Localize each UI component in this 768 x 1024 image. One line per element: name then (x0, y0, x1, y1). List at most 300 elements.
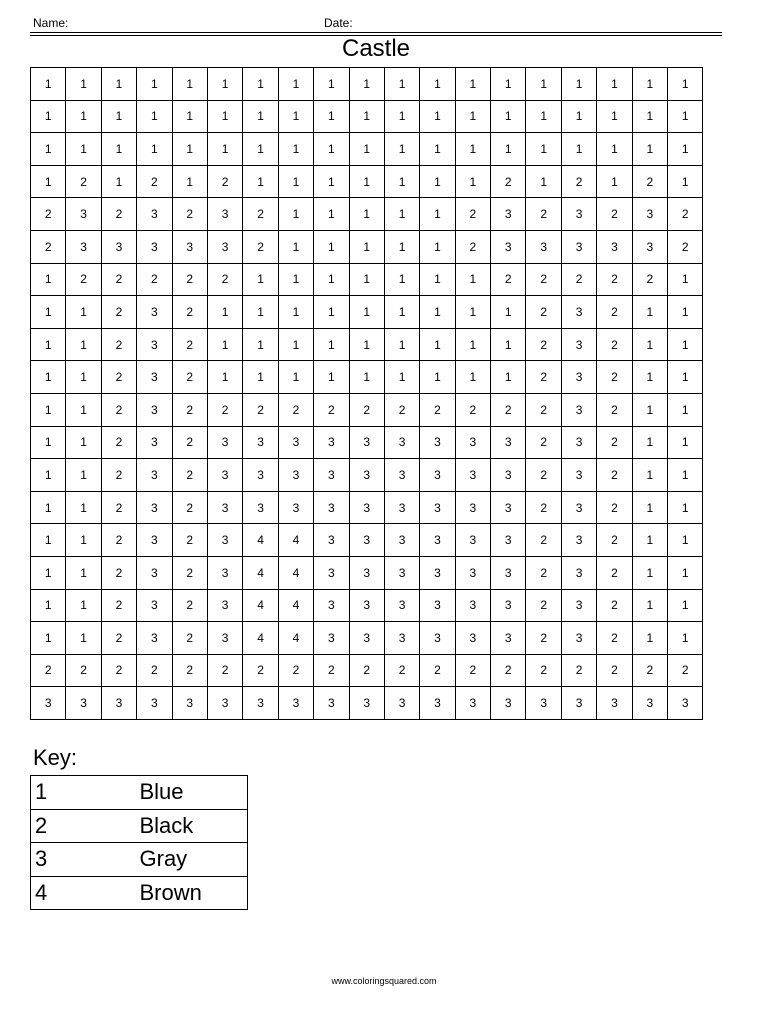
grid-cell: 4 (278, 589, 313, 622)
grid-cell: 3 (137, 589, 172, 622)
grid-row (31, 426, 703, 459)
grid-cell: 3 (314, 687, 349, 720)
grid-cell: 1 (137, 133, 172, 166)
grid-cell: 2 (491, 654, 526, 687)
grid-cell: 2 (597, 524, 632, 557)
grid-cell: 1 (207, 133, 242, 166)
grid-cell: 1 (668, 68, 703, 101)
grid-cell: 2 (561, 165, 596, 198)
grid-cell: 2 (597, 361, 632, 394)
grid-cell: 1 (349, 165, 384, 198)
grid-cell: 3 (491, 198, 526, 231)
grid-cell: 1 (31, 328, 66, 361)
grid-cell: 1 (420, 230, 455, 263)
grid-cell: 1 (314, 230, 349, 263)
grid-row (31, 654, 703, 687)
grid-cell: 2 (455, 230, 490, 263)
grid-cell: 3 (561, 589, 596, 622)
grid-cell: 2 (101, 393, 136, 426)
key-color: Black (140, 809, 248, 843)
key-row (31, 843, 248, 877)
grid-cell: 3 (561, 491, 596, 524)
grid-cell: 1 (632, 459, 667, 492)
grid-cell: 2 (526, 654, 561, 687)
key-number: 3 (31, 843, 140, 877)
grid-cell: 1 (455, 263, 490, 296)
grid-cell: 2 (561, 263, 596, 296)
grid-cell: 3 (455, 556, 490, 589)
grid-row (31, 328, 703, 361)
grid-cell: 2 (31, 654, 66, 687)
grid-cell: 1 (278, 296, 313, 329)
grid-cell: 1 (384, 296, 419, 329)
grid-row (31, 263, 703, 296)
grid-cell: 2 (101, 263, 136, 296)
grid-cell: 1 (455, 68, 490, 101)
grid-cell: 2 (597, 296, 632, 329)
grid-cell: 1 (278, 230, 313, 263)
grid-cell: 1 (420, 263, 455, 296)
grid-cell: 3 (349, 687, 384, 720)
grid-cell: 3 (137, 230, 172, 263)
grid-cell: 3 (207, 459, 242, 492)
grid-cell: 1 (66, 589, 101, 622)
grid-cell: 3 (561, 328, 596, 361)
grid-row (31, 68, 703, 101)
grid-cell: 3 (66, 687, 101, 720)
grid-cell: 1 (314, 198, 349, 231)
grid-cell: 3 (349, 556, 384, 589)
grid-cell: 1 (349, 328, 384, 361)
grid-cell: 1 (384, 133, 419, 166)
footer-url: www.coloringsquared.com (331, 976, 437, 986)
grid-cell: 3 (137, 459, 172, 492)
grid-cell: 1 (491, 100, 526, 133)
grid-cell: 3 (420, 491, 455, 524)
grid-cell: 3 (561, 426, 596, 459)
grid-cell: 1 (31, 459, 66, 492)
grid-cell: 2 (526, 622, 561, 655)
grid-cell: 1 (384, 328, 419, 361)
grid-cell: 1 (207, 68, 242, 101)
grid-cell: 2 (172, 556, 207, 589)
grid-cell: 1 (66, 133, 101, 166)
grid-cell: 2 (597, 328, 632, 361)
grid-cell: 1 (349, 230, 384, 263)
grid-cell: 1 (31, 68, 66, 101)
grid-cell: 3 (632, 230, 667, 263)
grid-cell: 1 (632, 100, 667, 133)
grid-cell: 3 (137, 491, 172, 524)
grid-cell: 4 (278, 622, 313, 655)
grid-cell: 3 (278, 426, 313, 459)
grid-cell: 1 (384, 230, 419, 263)
grid-cell: 3 (420, 556, 455, 589)
grid-cell: 3 (243, 687, 278, 720)
grid-cell: 1 (384, 100, 419, 133)
grid-cell: 1 (384, 165, 419, 198)
grid-cell: 1 (31, 491, 66, 524)
grid-cell: 3 (455, 622, 490, 655)
grid-cell: 2 (526, 263, 561, 296)
grid-cell: 2 (278, 393, 313, 426)
grid-cell: 1 (455, 361, 490, 394)
key-row (31, 809, 248, 843)
grid-cell: 2 (278, 654, 313, 687)
grid-cell: 1 (207, 328, 242, 361)
grid-cell: 2 (172, 296, 207, 329)
grid-cell: 2 (207, 393, 242, 426)
grid-cell: 3 (561, 622, 596, 655)
grid-cell: 3 (455, 491, 490, 524)
grid-cell: 2 (597, 459, 632, 492)
grid-cell: 2 (172, 459, 207, 492)
grid-cell: 1 (526, 100, 561, 133)
grid-cell: 1 (278, 198, 313, 231)
grid-cell: 3 (137, 622, 172, 655)
grid-cell: 3 (207, 556, 242, 589)
worksheet-header (30, 14, 722, 32)
grid-cell: 4 (278, 556, 313, 589)
grid-cell: 3 (384, 622, 419, 655)
grid-cell: 2 (101, 654, 136, 687)
key-color: Blue (140, 776, 248, 810)
grid-cell: 1 (66, 524, 101, 557)
grid-cell: 2 (349, 654, 384, 687)
grid-cell: 1 (243, 296, 278, 329)
grid-cell: 1 (66, 556, 101, 589)
grid-cell: 3 (455, 459, 490, 492)
grid-cell: 2 (314, 654, 349, 687)
grid-cell: 3 (491, 589, 526, 622)
grid-cell: 1 (455, 100, 490, 133)
grid-cell: 2 (101, 622, 136, 655)
grid-cell: 1 (314, 328, 349, 361)
grid-cell: 1 (632, 491, 667, 524)
grid-cell: 1 (455, 133, 490, 166)
grid-cell: 3 (314, 589, 349, 622)
grid-row (31, 524, 703, 557)
grid-cell: 3 (491, 556, 526, 589)
grid-cell: 3 (314, 459, 349, 492)
grid-cell: 1 (349, 68, 384, 101)
grid-row (31, 361, 703, 394)
grid-cell: 3 (420, 426, 455, 459)
grid-cell: 1 (349, 361, 384, 394)
grid-cell: 3 (137, 328, 172, 361)
grid-cell: 3 (137, 296, 172, 329)
grid-cell: 1 (349, 296, 384, 329)
grid-cell: 2 (597, 198, 632, 231)
grid-cell: 3 (314, 622, 349, 655)
grid-cell: 1 (66, 328, 101, 361)
grid-cell: 2 (101, 328, 136, 361)
grid-cell: 3 (420, 524, 455, 557)
grid-cell: 2 (172, 589, 207, 622)
grid-row (31, 296, 703, 329)
grid-cell: 3 (137, 426, 172, 459)
grid-cell: 1 (243, 133, 278, 166)
grid-cell: 2 (101, 198, 136, 231)
grid-cell: 2 (597, 263, 632, 296)
grid-cell: 3 (207, 524, 242, 557)
grid-row (31, 100, 703, 133)
grid-cell: 2 (526, 296, 561, 329)
grid-cell: 3 (561, 524, 596, 557)
grid-cell: 3 (101, 687, 136, 720)
grid-cell: 1 (278, 165, 313, 198)
grid-cell: 2 (349, 393, 384, 426)
grid-cell: 3 (420, 687, 455, 720)
grid-cell: 2 (668, 654, 703, 687)
grid-cell: 3 (172, 230, 207, 263)
grid-cell: 2 (101, 296, 136, 329)
grid-cell: 2 (243, 198, 278, 231)
number-grid (30, 67, 703, 720)
grid-cell: 1 (597, 68, 632, 101)
grid-cell: 3 (278, 459, 313, 492)
grid-cell: 3 (243, 491, 278, 524)
grid-cell: 3 (526, 230, 561, 263)
grid-cell: 3 (101, 230, 136, 263)
grid-cell: 1 (31, 263, 66, 296)
grid-cell: 1 (420, 68, 455, 101)
grid-cell: 2 (491, 165, 526, 198)
grid-cell: 3 (420, 589, 455, 622)
grid-cell: 1 (31, 361, 66, 394)
grid-cell: 2 (526, 459, 561, 492)
grid-cell: 2 (526, 328, 561, 361)
grid-cell: 1 (172, 68, 207, 101)
grid-cell: 2 (101, 524, 136, 557)
grid-cell: 3 (243, 459, 278, 492)
grid-cell: 1 (668, 133, 703, 166)
grid-row (31, 491, 703, 524)
grid-cell: 2 (455, 654, 490, 687)
grid-cell: 3 (526, 687, 561, 720)
grid-cell: 2 (632, 263, 667, 296)
grid-cell: 2 (172, 524, 207, 557)
grid-cell: 1 (349, 198, 384, 231)
grid-cell: 3 (349, 524, 384, 557)
grid-cell: 1 (278, 100, 313, 133)
grid-cell: 1 (31, 296, 66, 329)
grid-cell: 1 (243, 328, 278, 361)
grid-cell: 2 (597, 426, 632, 459)
grid-cell: 2 (597, 491, 632, 524)
key-label: Key: (33, 745, 78, 770)
grid-cell: 2 (526, 556, 561, 589)
grid-cell: 2 (597, 622, 632, 655)
grid-cell: 3 (384, 524, 419, 557)
grid-row (31, 230, 703, 263)
grid-cell: 1 (278, 133, 313, 166)
grid-cell: 1 (31, 622, 66, 655)
grid-cell: 2 (420, 654, 455, 687)
grid-cell: 1 (207, 296, 242, 329)
grid-cell: 3 (384, 687, 419, 720)
grid-cell: 1 (597, 165, 632, 198)
grid-row (31, 165, 703, 198)
grid-cell: 2 (668, 198, 703, 231)
grid-cell: 4 (243, 524, 278, 557)
grid-cell: 2 (526, 198, 561, 231)
grid-cell: 1 (66, 393, 101, 426)
grid-cell: 3 (455, 524, 490, 557)
grid-cell: 1 (632, 589, 667, 622)
grid-cell: 3 (561, 687, 596, 720)
grid-cell: 1 (420, 100, 455, 133)
grid-row (31, 589, 703, 622)
grid-cell: 1 (420, 361, 455, 394)
grid-row (31, 393, 703, 426)
grid-cell: 2 (137, 263, 172, 296)
grid-cell: 1 (384, 198, 419, 231)
grid-cell: 1 (278, 328, 313, 361)
grid-cell: 1 (349, 263, 384, 296)
grid-cell: 1 (597, 100, 632, 133)
grid-cell: 3 (384, 426, 419, 459)
grid-cell: 2 (420, 393, 455, 426)
grid-cell: 3 (207, 426, 242, 459)
grid-cell: 2 (632, 654, 667, 687)
grid-cell: 4 (243, 622, 278, 655)
grid-cell: 2 (101, 361, 136, 394)
grid-cell: 1 (31, 589, 66, 622)
grid-cell: 3 (491, 426, 526, 459)
grid-cell: 4 (243, 589, 278, 622)
grid-cell: 2 (384, 393, 419, 426)
grid-cell: 2 (668, 230, 703, 263)
grid-cell: 1 (526, 133, 561, 166)
grid-cell: 2 (172, 198, 207, 231)
grid-cell: 1 (31, 556, 66, 589)
grid-cell: 1 (668, 556, 703, 589)
grid-cell: 2 (526, 589, 561, 622)
grid-cell: 3 (561, 361, 596, 394)
grid-cell: 3 (349, 491, 384, 524)
grid-cell: 1 (31, 100, 66, 133)
grid-cell: 1 (632, 296, 667, 329)
grid-cell: 2 (172, 654, 207, 687)
grid-cell: 3 (561, 459, 596, 492)
grid-cell: 2 (632, 165, 667, 198)
grid-cell: 3 (455, 687, 490, 720)
grid-cell: 3 (668, 687, 703, 720)
grid-cell: 1 (668, 524, 703, 557)
grid-cell: 2 (314, 393, 349, 426)
grid-cell: 2 (66, 165, 101, 198)
grid-cell: 3 (491, 491, 526, 524)
grid-cell: 1 (632, 524, 667, 557)
grid-cell: 2 (137, 654, 172, 687)
grid-cell: 1 (243, 263, 278, 296)
grid-cell: 1 (314, 133, 349, 166)
grid-cell: 1 (314, 100, 349, 133)
grid-cell: 2 (207, 263, 242, 296)
grid-cell: 1 (632, 426, 667, 459)
grid-cell: 1 (207, 361, 242, 394)
grid-cell: 1 (314, 296, 349, 329)
grid-cell: 1 (31, 133, 66, 166)
grid-cell: 1 (455, 296, 490, 329)
grid-cell: 3 (420, 622, 455, 655)
grid-cell: 2 (207, 654, 242, 687)
grid-cell: 3 (137, 361, 172, 394)
key-color: Gray (140, 843, 248, 877)
grid-cell: 1 (66, 296, 101, 329)
grid-cell: 1 (668, 491, 703, 524)
grid-cell: 1 (420, 198, 455, 231)
grid-cell: 3 (384, 491, 419, 524)
grid-cell: 1 (668, 393, 703, 426)
grid-cell: 1 (278, 361, 313, 394)
grid-cell: 1 (31, 524, 66, 557)
grid-cell: 1 (66, 426, 101, 459)
grid-row (31, 133, 703, 166)
grid-cell: 3 (420, 459, 455, 492)
grid-cell: 1 (632, 328, 667, 361)
grid-cell: 1 (314, 263, 349, 296)
grid-cell: 2 (526, 426, 561, 459)
grid-cell: 1 (668, 459, 703, 492)
grid-cell: 3 (207, 230, 242, 263)
grid-cell: 3 (349, 589, 384, 622)
grid-row (31, 556, 703, 589)
grid-cell: 1 (66, 100, 101, 133)
grid-cell: 3 (632, 687, 667, 720)
grid-cell: 3 (66, 230, 101, 263)
grid-cell: 2 (597, 654, 632, 687)
grid-cell: 1 (491, 361, 526, 394)
grid-cell: 3 (137, 393, 172, 426)
grid-cell: 1 (668, 426, 703, 459)
grid-cell: 2 (172, 361, 207, 394)
grid-cell: 4 (278, 524, 313, 557)
grid-cell: 1 (172, 165, 207, 198)
grid-cell: 3 (561, 556, 596, 589)
grid-cell: 1 (632, 68, 667, 101)
grid-cell: 2 (526, 361, 561, 394)
grid-cell: 3 (349, 622, 384, 655)
grid-cell: 3 (384, 459, 419, 492)
grid-cell: 2 (101, 459, 136, 492)
grid-cell: 3 (632, 198, 667, 231)
grid-cell: 1 (668, 100, 703, 133)
grid-cell: 3 (491, 687, 526, 720)
grid-cell: 2 (243, 393, 278, 426)
grid-cell: 1 (349, 100, 384, 133)
grid-cell: 1 (561, 133, 596, 166)
grid-cell: 2 (31, 230, 66, 263)
name-label: Name: (33, 16, 69, 30)
grid-cell: 1 (632, 556, 667, 589)
grid-cell: 2 (172, 263, 207, 296)
grid-cell: 4 (243, 556, 278, 589)
grid-cell: 1 (31, 426, 66, 459)
grid-cell: 2 (243, 654, 278, 687)
grid-cell: 2 (101, 556, 136, 589)
grid-cell: 2 (172, 328, 207, 361)
grid-cell: 3 (207, 687, 242, 720)
grid-cell: 2 (172, 622, 207, 655)
grid-cell: 3 (207, 622, 242, 655)
grid-cell: 1 (420, 296, 455, 329)
grid-cell: 1 (278, 68, 313, 101)
grid-cell: 1 (172, 133, 207, 166)
grid-cell: 1 (31, 165, 66, 198)
grid-cell: 3 (597, 687, 632, 720)
